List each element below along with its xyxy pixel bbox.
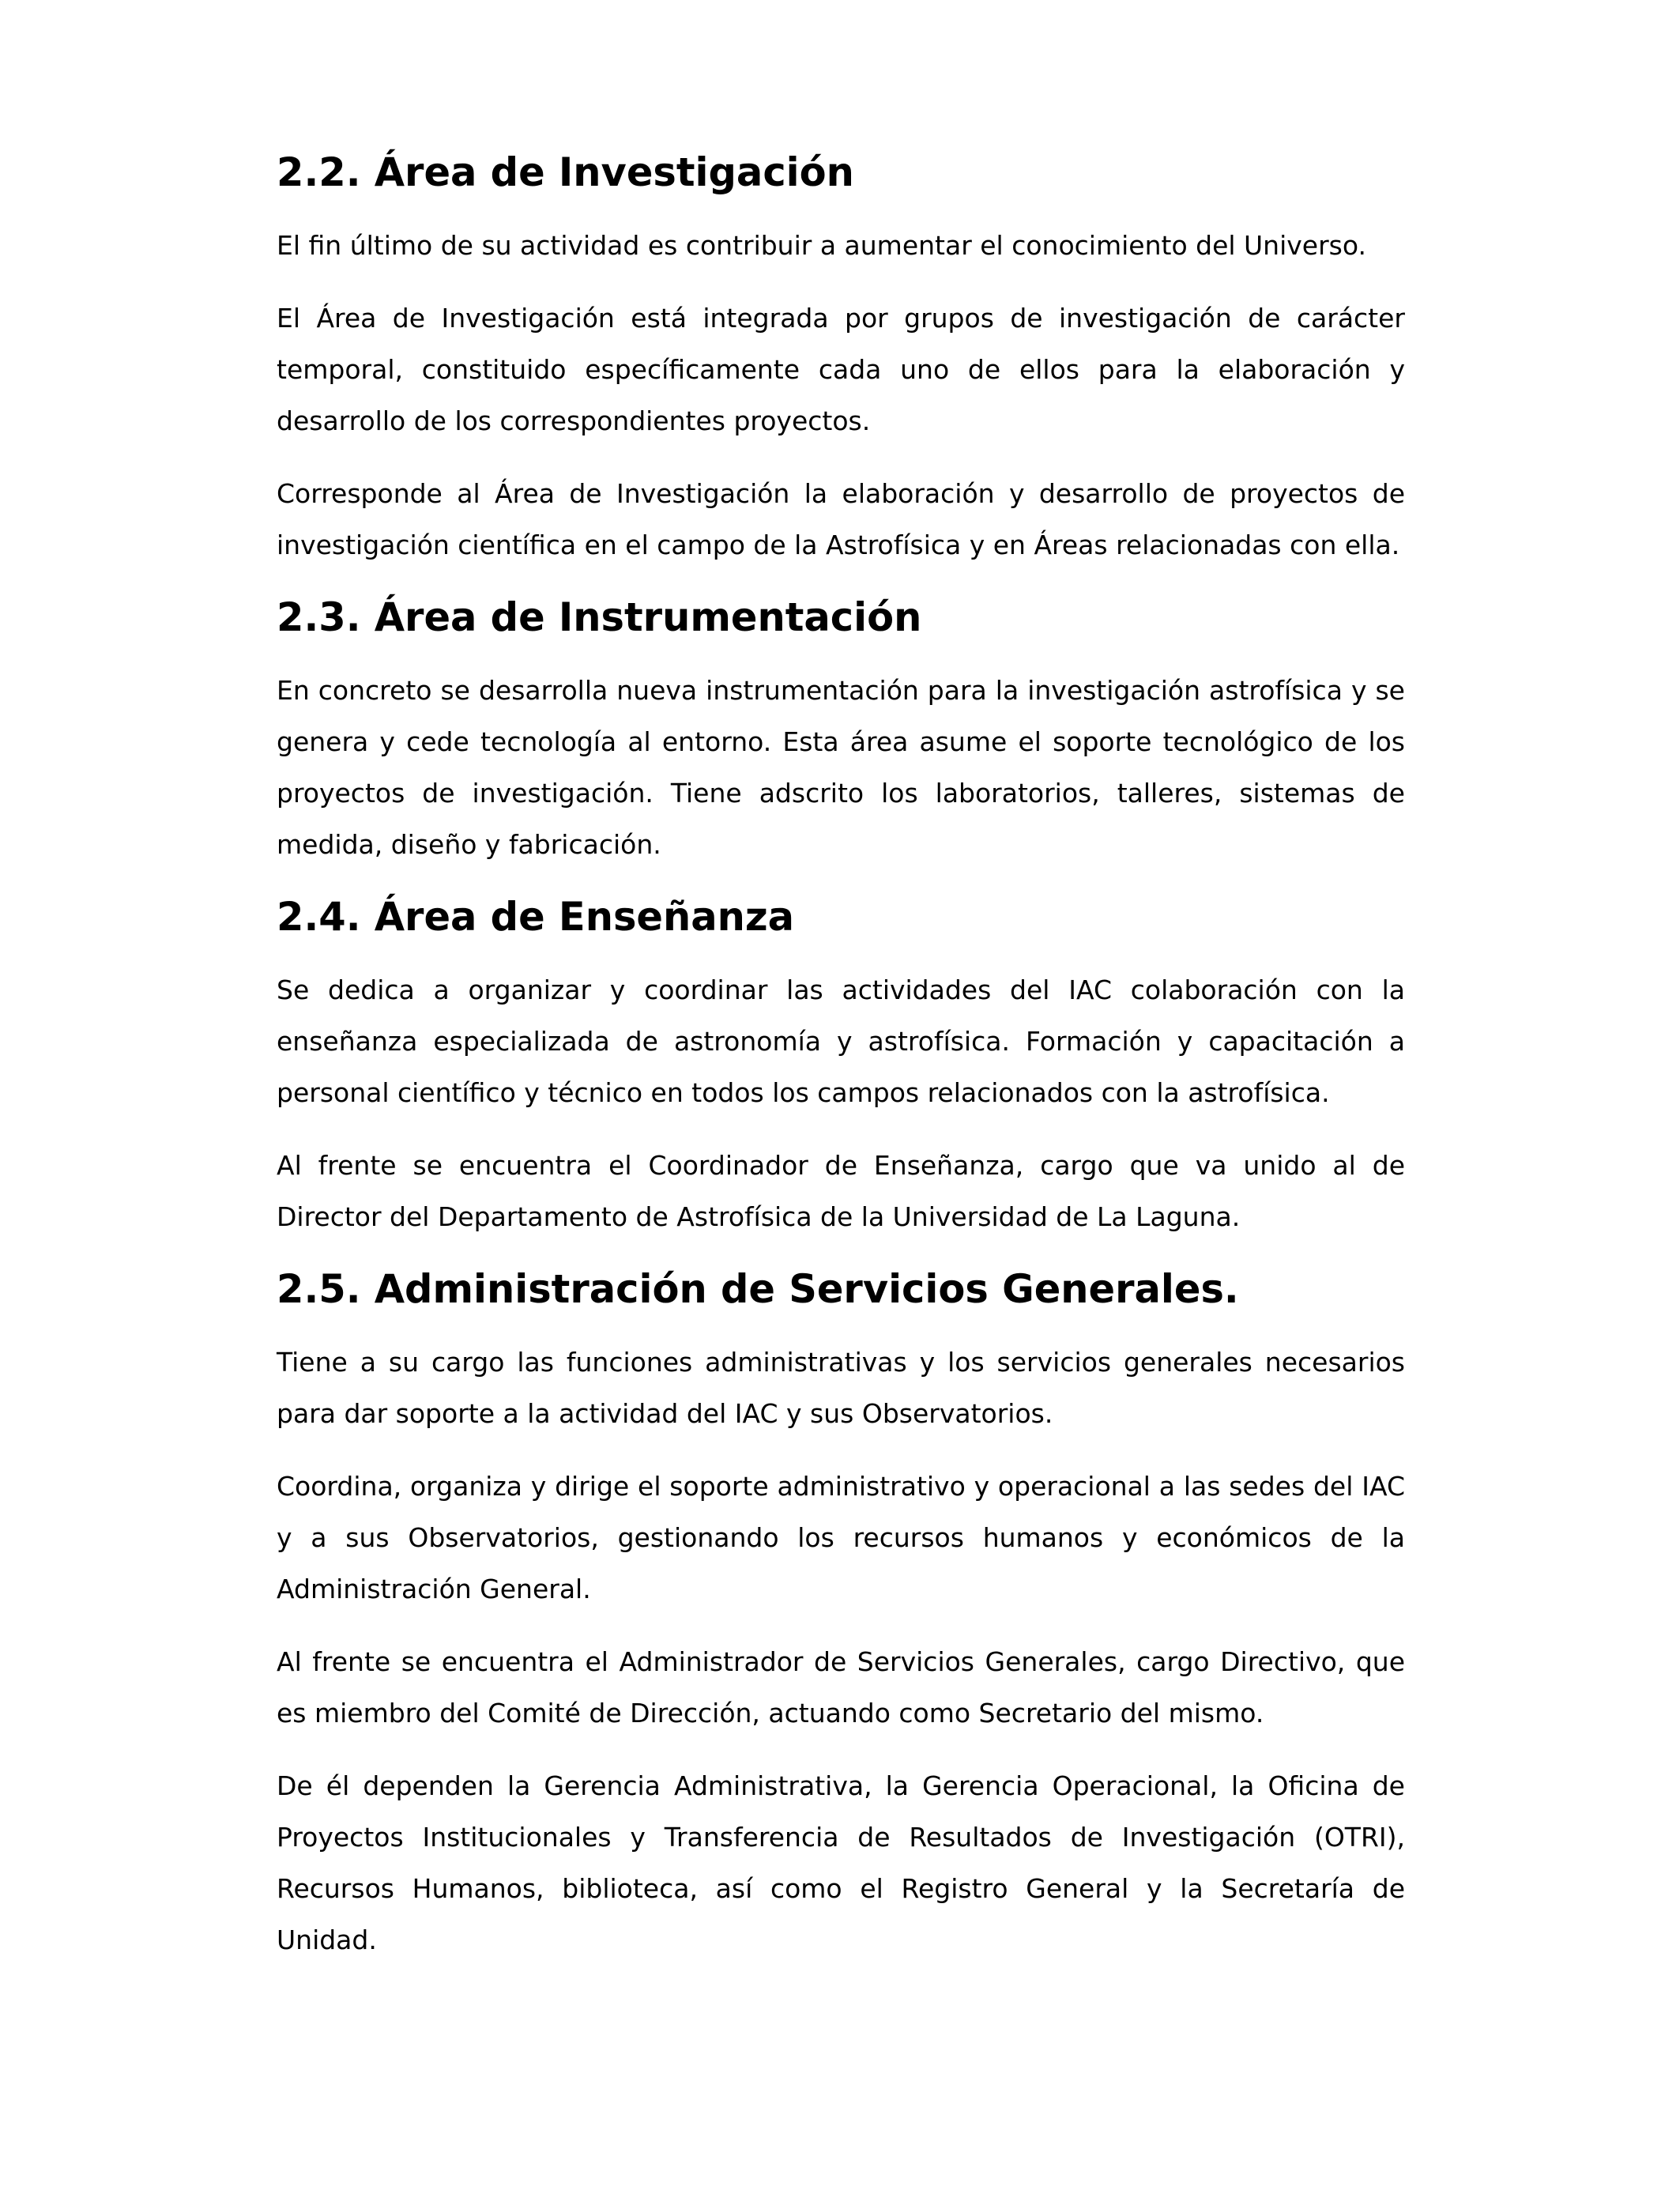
paragraph: Al frente se encuentra el Coordinador de Enseñanza, cargo que va unido al de Director del Departamento de Astrofísica de la Universidad de La Laguna. bbox=[277, 1150, 1405, 1232]
section-administracion-servicios-generales bbox=[277, 1264, 1405, 1966]
section-area-instrumentacion bbox=[277, 592, 1405, 870]
paragraph: Coordina, organiza y dirige el soporte administrativo y operacional a las sedes del IAC y a sus Observatorios, gestionando los recursos humanos y económicos de la Administración General. bbox=[277, 1471, 1405, 1604]
section-heading: 2.4. Área de Enseñanza bbox=[277, 894, 795, 940]
paragraph: El fin último de su actividad es contribuir a aumentar el conocimiento del Universo. bbox=[277, 230, 1366, 261]
section-heading: 2.2. Área de Investigación bbox=[277, 149, 854, 195]
section-heading: 2.3. Área de Instrumentación bbox=[277, 594, 922, 640]
section-area-ensenanza bbox=[277, 892, 1405, 1242]
paragraph: Al frente se encuentra el Administrador de Servicios Generales, cargo Directivo, que es miembro del Comité de Dirección, actuando como Secretario del mismo. bbox=[277, 1646, 1405, 1728]
paragraph: El Área de Investigación está integrada por grupos de investigación de carácter temporal, constituido específicamente cada uno de ellos para la elaboración y desarrollo de los correspondientes proyectos. bbox=[277, 303, 1405, 436]
paragraph: Tiene a su cargo las funciones administrativas y los servicios generales necesarios para dar soporte a la actividad del IAC y sus Observatorios. bbox=[277, 1347, 1405, 1429]
paragraph: Se dedica a organizar y coordinar las actividades del IAC colaboración con la enseñanza especializada de astronomía y astrofísica. Formación y capacitación a personal científico y técnico en todos los campos relacionados con la astrofísica. bbox=[277, 974, 1405, 1108]
section-heading: 2.5. Administración de Servicios Generales. bbox=[277, 1266, 1239, 1312]
paragraph: Corresponde al Área de Investigación la elaboración y desarrollo de proyectos de investigación científica en el campo de la Astrofísica y en Áreas relacionadas con ella. bbox=[277, 478, 1405, 560]
document-page bbox=[277, 147, 1405, 1987]
paragraph: De él dependen la Gerencia Administrativa, la Gerencia Operacional, la Oficina de Proyectos Institucionales y Transferencia de Resultados de Investigación (OTRI), Recursos Humanos, biblioteca, así como el Registro General y la Secretaría de Unidad. bbox=[277, 1770, 1405, 1955]
paragraph: En concreto se desarrolla nueva instrumentación para la investigación astrofísica y se genera y cede tecnología al entorno. Esta área asume el soporte tecnológico de los proyectos de investigación. Tiene adscrito los laboratorios, talleres, sistemas de medida, diseño y fabricación. bbox=[277, 675, 1405, 860]
section-area-investigacion bbox=[277, 147, 1405, 571]
